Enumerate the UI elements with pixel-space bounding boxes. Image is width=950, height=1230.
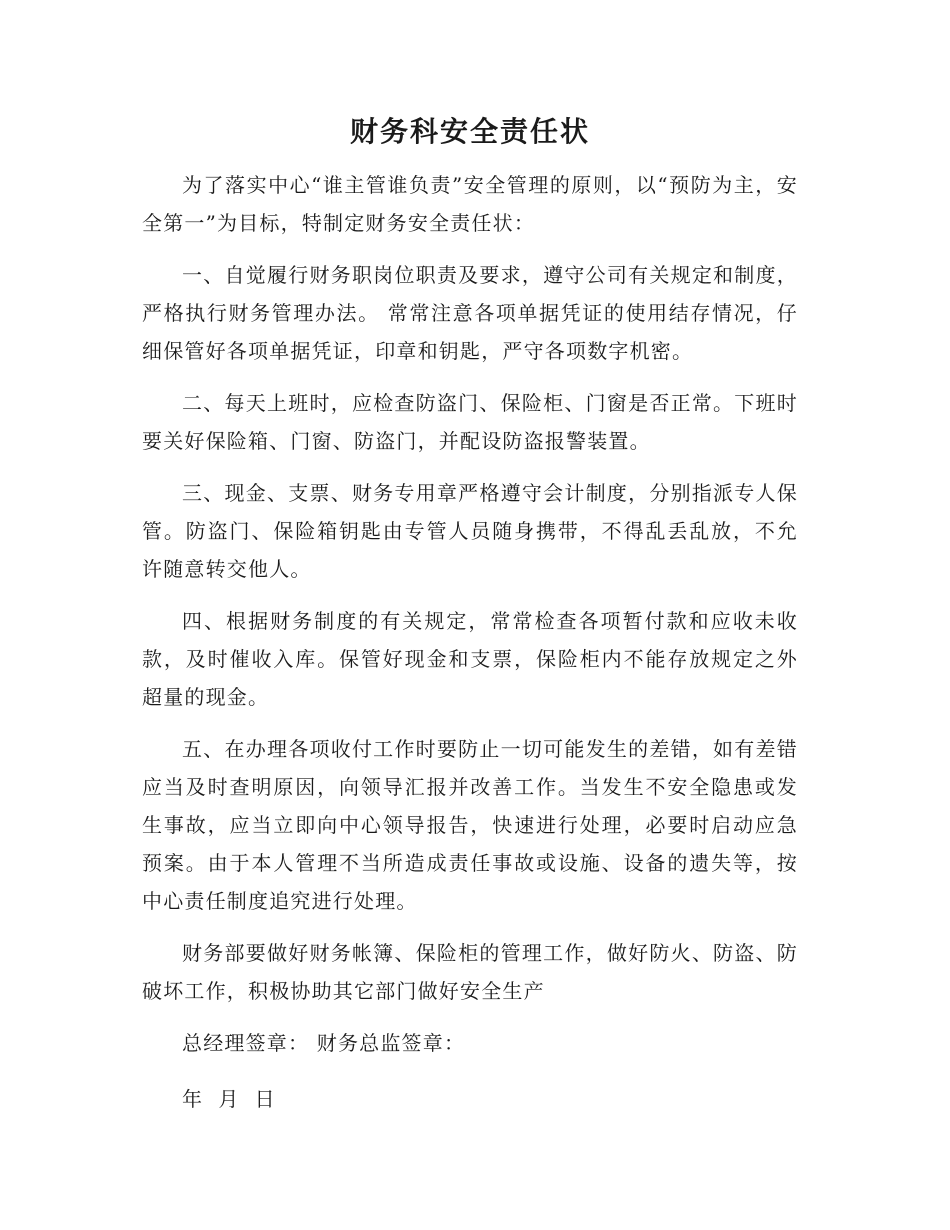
date-line: 年 月 日	[182, 1087, 276, 1111]
intro-paragraph: 为了落实中心“谁主管谁负责”安全管理的原则，以“预防为主，安全第一”为目标，特制定财务安全责任状：	[142, 173, 798, 235]
clause-4-paragraph: 四、根据财务制度的有关规定，常常检查各项暂付款和应收未收款，及时催收入库。保管好现金和支票，保险柜内不能存放规定之外超量的现金。	[142, 609, 798, 709]
document-page	[142, 112, 798, 1136]
document-title: 财务科安全责任状	[349, 115, 590, 148]
clause-5-paragraph: 五、在办理各项收付工作时要防止一切可能发生的差错，如有差错应当及时查明原因，向领导汇报并改善工作。当发生不安全隐患或发生事故，应当立即向中心领导报告，快速进行处理，必要时启动应急预案。由于本人管理不当所造成责任事故或设施、设备的遗失等，按中心责任制度追究进行处理。	[142, 737, 798, 913]
clause-2-paragraph: 二、每天上班时，应检查防盗门、保险柜、门窗是否正常。下班时要关好保险箱、门窗、防盗门，并配设防盗报警装置。	[142, 391, 798, 453]
clause-1-paragraph: 一、自觉履行财务职岗位职责及要求，遵守公司有关规定和制度，严格执行财务管理办法。 常常注意各项单据凭证的使用结存情况，仔细保管好各项单据凭证，印章和钥匙，严守各项数字机密。	[142, 263, 798, 363]
signature-line: 总经理签章： 财务总监签章：	[182, 1031, 466, 1055]
closing-paragraph: 财务部要做好财务帐簿、保险柜的管理工作，做好防火、防盗、防破坏工作，积极协助其它部门做好安全生产	[142, 941, 798, 1003]
clause-3-paragraph: 三、现金、支票、财务专用章严格遵守会计制度，分别指派专人保管。防盗门、保险箱钥匙由专管人员随身携带，不得乱丢乱放，不允许随意转交他人。	[142, 481, 798, 581]
